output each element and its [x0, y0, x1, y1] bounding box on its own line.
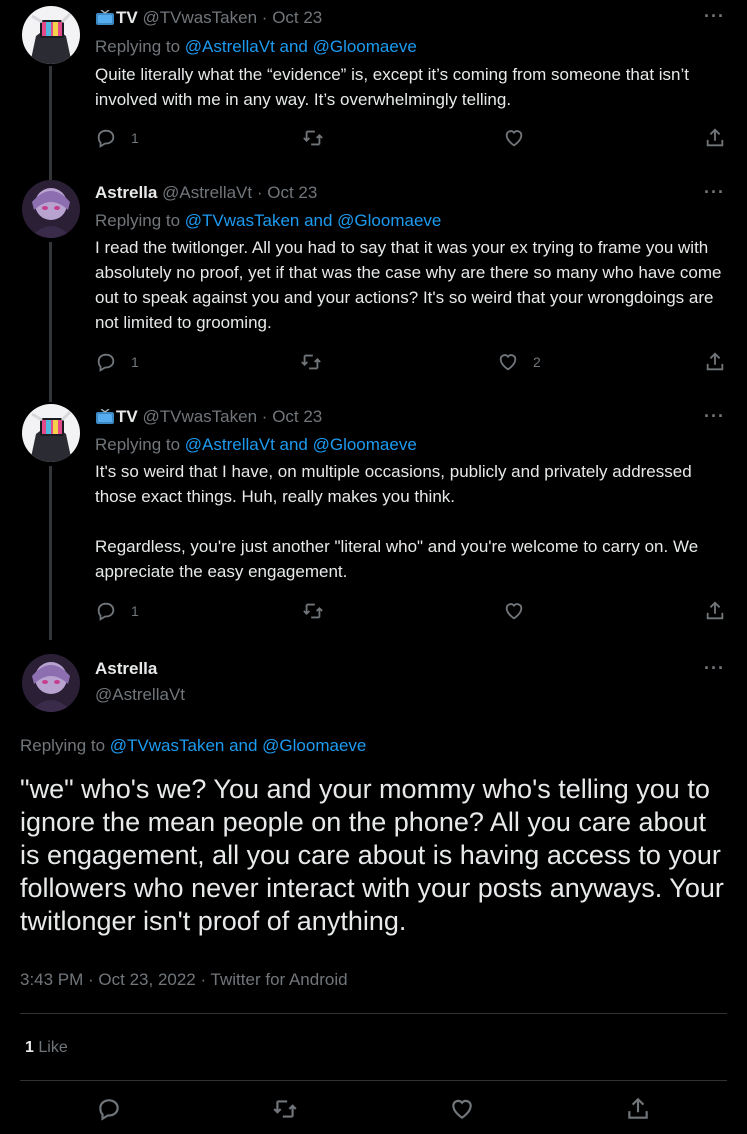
- tweet-header: [95, 406, 322, 428]
- reply-count: 1: [131, 130, 139, 146]
- replying-prefix: Replying to: [95, 211, 185, 230]
- avatar[interactable]: [22, 654, 80, 712]
- replying-to: [95, 36, 417, 58]
- tweet-actions: [95, 351, 735, 375]
- more-icon[interactable]: ···: [704, 406, 725, 426]
- like-label: Like: [38, 1039, 68, 1056]
- replying-to: [95, 434, 417, 456]
- author-handle[interactable]: @AstrellaVt: [95, 685, 186, 704]
- likes-summary[interactable]: [25, 1039, 68, 1057]
- share-icon: [704, 351, 726, 373]
- tweet[interactable]: [0, 404, 747, 634]
- retweet-button[interactable]: [302, 600, 324, 622]
- reply-button[interactable]: [95, 600, 139, 622]
- main-tweet: [0, 652, 747, 1134]
- tv-icon: [95, 10, 115, 25]
- more-icon[interactable]: ···: [704, 658, 725, 678]
- more-icon[interactable]: ···: [704, 6, 725, 26]
- like-button[interactable]: [503, 600, 525, 622]
- heart-icon: [449, 1096, 475, 1122]
- heart-icon: [503, 127, 525, 149]
- retweet-icon: [302, 127, 324, 149]
- tweet[interactable]: [0, 0, 747, 170]
- heart-icon: [497, 351, 519, 373]
- author-name[interactable]: TV: [116, 8, 138, 27]
- share-button[interactable]: [704, 600, 726, 622]
- replying-prefix: Replying to: [95, 37, 185, 56]
- dot-separator: ·: [261, 8, 268, 27]
- share-icon: [704, 127, 726, 149]
- tweet-text: Quite literally what the “evidence” is, except it’s coming from someone that isn’t involved with me in any way. It’s overwhelmingly telling.: [95, 65, 694, 109]
- reply-button[interactable]: [95, 351, 139, 373]
- dot-separator: ·: [261, 407, 268, 426]
- reply-icon: [95, 351, 117, 373]
- heart-icon: [503, 600, 525, 622]
- retweet-icon: [302, 600, 324, 622]
- author-name[interactable]: TV: [116, 407, 138, 426]
- tweet-date[interactable]: Oct 23: [272, 8, 323, 27]
- replying-to: [20, 735, 366, 757]
- more-icon[interactable]: ···: [704, 182, 725, 202]
- tweet-date[interactable]: Oct 23: [267, 183, 318, 202]
- tweet-text: It's so weird that I have, on multiple occasions, publicly and privately addressed those exact things. Huh, really makes you think. Regardless, you're just another "literal who" and you're welcome to carry on. We appreciate the easy engagement.: [95, 462, 699, 581]
- tweet-header: [95, 182, 317, 204]
- author-handle[interactable]: @AstrellaVt: [162, 183, 253, 202]
- divider: [20, 1013, 727, 1014]
- share-button[interactable]: [625, 1096, 651, 1127]
- like-button[interactable]: [503, 127, 525, 149]
- replying-to-links[interactable]: @AstrellaVt and @Gloomaeve: [184, 435, 417, 454]
- share-button[interactable]: [704, 351, 726, 373]
- like-count: 2: [533, 354, 541, 370]
- tweet-header: [95, 7, 322, 29]
- tweet-actions: [95, 600, 735, 624]
- replying-to-links[interactable]: @TVwasTaken and @Gloomaeve: [184, 211, 442, 230]
- reply-button[interactable]: [95, 127, 139, 149]
- share-button[interactable]: [704, 127, 726, 149]
- replying-prefix: Replying to: [20, 736, 110, 755]
- divider: [20, 1080, 727, 1081]
- author-handle[interactable]: @TVwasTaken: [142, 407, 258, 426]
- tweet-timestamp[interactable]: 3:43 PM · Oct 23, 2022 · Twitter for Android: [20, 970, 348, 989]
- retweet-button[interactable]: [300, 351, 322, 373]
- author-name[interactable]: Astrella: [95, 659, 158, 678]
- reply-count: 1: [131, 603, 139, 619]
- tweet-date[interactable]: Oct 23: [272, 407, 323, 426]
- retweet-icon: [272, 1096, 298, 1122]
- reply-icon: [95, 600, 117, 622]
- dot-separator: ·: [256, 183, 263, 202]
- like-button[interactable]: [449, 1096, 475, 1127]
- replying-to-links[interactable]: @TVwasTaken and @Gloomaeve: [109, 736, 367, 755]
- like-total: 1: [25, 1039, 34, 1056]
- author-handle[interactable]: @TVwasTaken: [142, 8, 258, 27]
- main-tweet-text: "we" who's we? You and your mommy who's telling you to ignore the mean people on the phone? All you care about is engagement, all you care about is having access to your followers who never interact with your posts anyways. Your twitlonger isn't proof of anything.: [20, 774, 724, 936]
- reply-icon: [96, 1096, 122, 1122]
- retweet-button[interactable]: [272, 1096, 298, 1127]
- share-icon: [704, 600, 726, 622]
- retweet-button[interactable]: [302, 127, 324, 149]
- replying-prefix: Replying to: [95, 435, 185, 454]
- share-icon: [625, 1096, 651, 1122]
- tv-icon: [95, 409, 115, 424]
- like-button[interactable]: [497, 351, 541, 373]
- author-name[interactable]: Astrella: [95, 183, 158, 202]
- retweet-icon: [300, 351, 322, 373]
- main-tweet-actions: [0, 1096, 747, 1124]
- tweet[interactable]: [0, 180, 747, 400]
- tweet-actions: [95, 127, 735, 151]
- reply-count: 1: [131, 354, 139, 370]
- tweet-text: I read the twitlonger. All you had to say that it was your ex trying to frame you with absolutely no proof, yet if that was the case why are there so many who have come out to speak against you and your actions? It's so weird that your wrongdoings are not limited to grooming.: [95, 238, 727, 332]
- replying-to-links[interactable]: @AstrellaVt and @Gloomaeve: [184, 37, 417, 56]
- replying-to: [95, 210, 441, 232]
- avatar[interactable]: [22, 6, 80, 64]
- avatar[interactable]: [22, 180, 80, 238]
- avatar[interactable]: [22, 404, 80, 462]
- reply-icon: [95, 127, 117, 149]
- reply-button[interactable]: [96, 1096, 122, 1127]
